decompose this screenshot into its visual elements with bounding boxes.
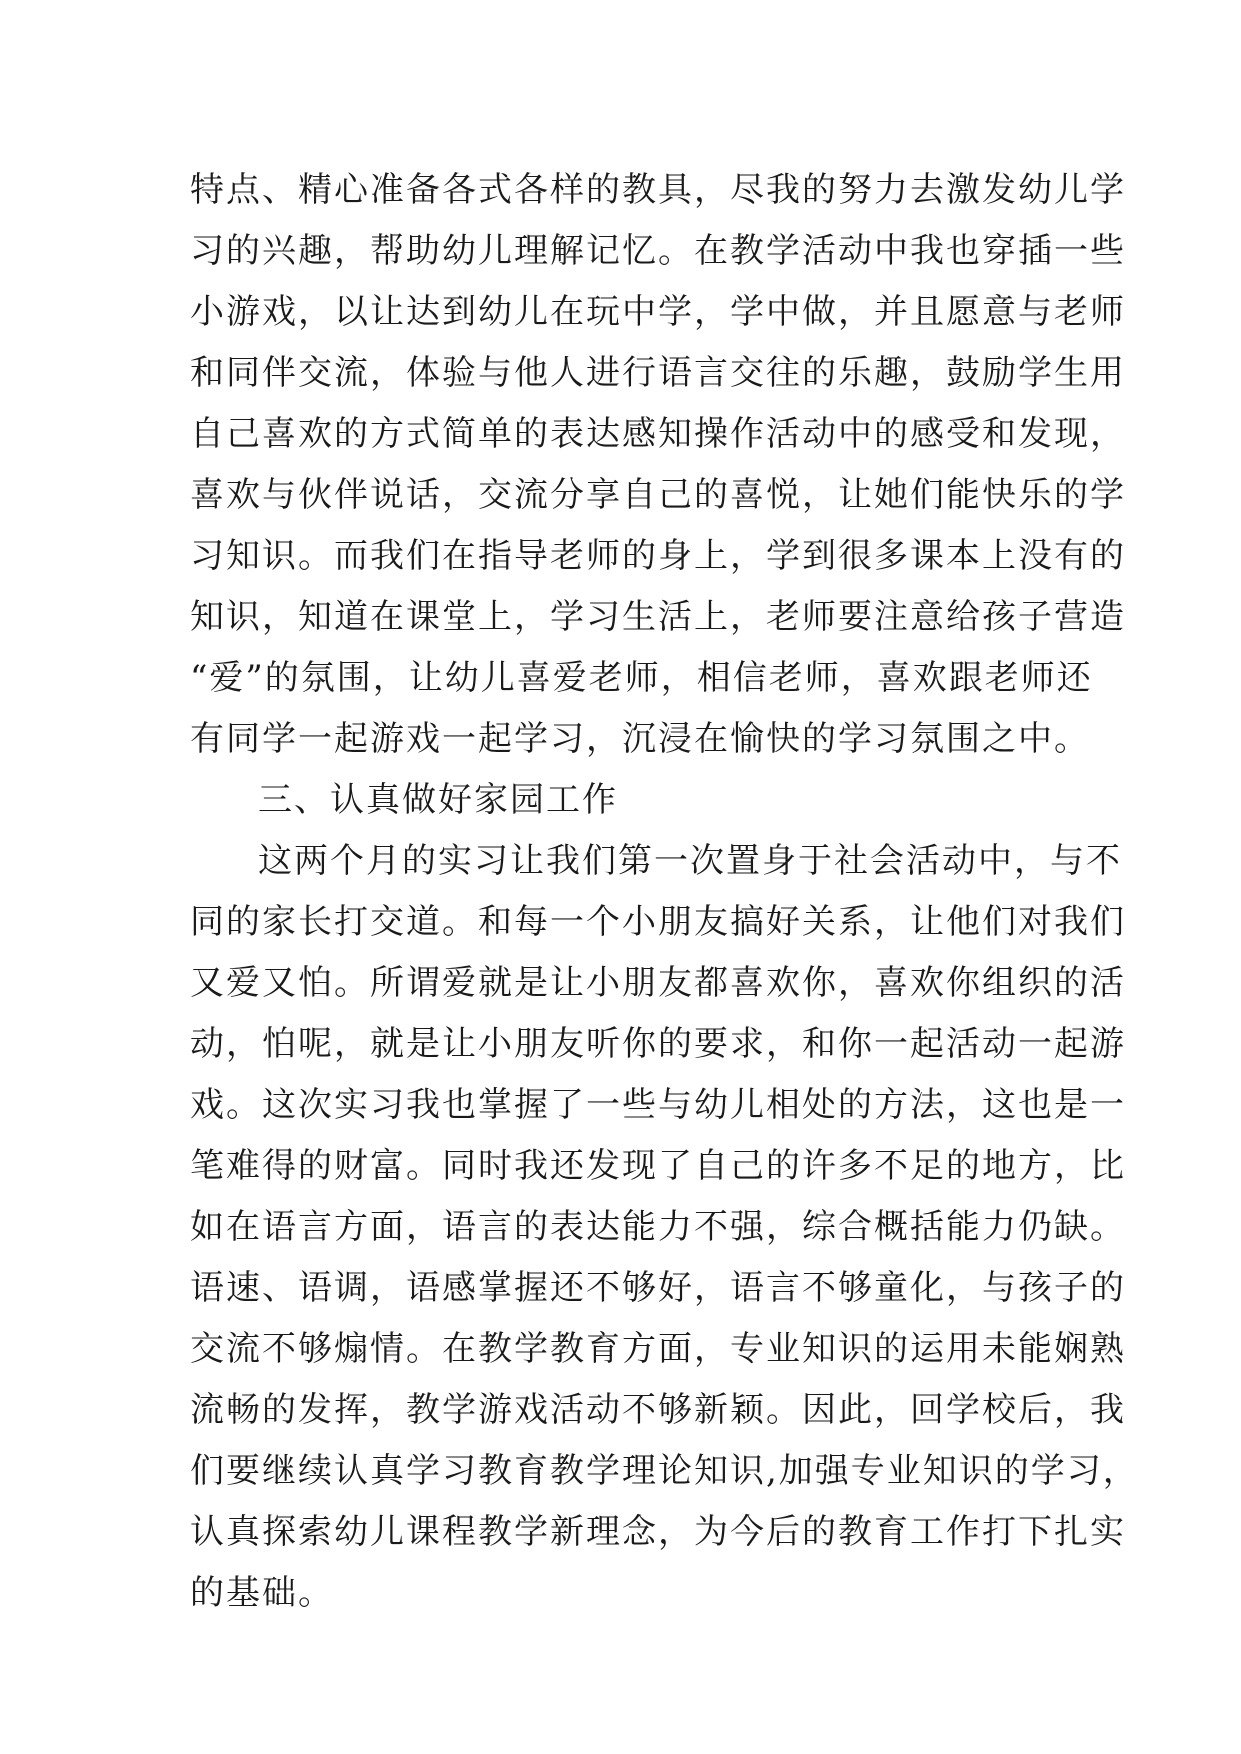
- text-line: 戏。这次实习我也掌握了一些与幼儿相处的方法，这也是一: [190, 1085, 1126, 1125]
- text-line: 如在语言方面，语言的表达能力不强，综合概括能力仍缺。: [190, 1207, 1126, 1247]
- text-line: 语速、语调，语感掌握还不够好，语言不够童化，与孩子的: [190, 1268, 1126, 1308]
- text-line: 们要继续认真学习教育教学理论知识,加强专业知识的学习，: [190, 1451, 1139, 1491]
- text-line: 知识，知道在课堂上，学习生活上，老师要注意给孩子营造: [190, 597, 1126, 637]
- text-line: 喜欢与伙伴说话，交流分享自己的喜悦，让她们能快乐的学: [190, 475, 1126, 515]
- section-heading: 三、认真做好家园工作: [258, 780, 618, 820]
- text-line: 自己喜欢的方式简单的表达感知操作活动中的感受和发现，: [190, 414, 1126, 454]
- body-text: [190, 160, 1139, 1624]
- text-line: 流畅的发挥，教学游戏活动不够新颖。因此，回学校后，我: [190, 1390, 1126, 1430]
- text-line: 认真探索幼儿课程教学新理念，为今后的教育工作打下扎实: [190, 1512, 1126, 1552]
- text-line: 同的家长打交道。和每一个小朋友搞好关系，让他们对我们: [190, 902, 1126, 942]
- text-line: “爱”的氛围，让幼儿喜爱老师，相信老师，喜欢跟老师还: [190, 658, 1093, 698]
- text-line: 又爱又怕。所谓爱就是让小朋友都喜欢你，喜欢你组织的活: [190, 963, 1126, 1003]
- text-line: 交流不够煽情。在教学教育方面，专业知识的运用未能娴熟: [190, 1329, 1126, 1369]
- text-line: 有同学一起游戏一起学习，沉浸在愉快的学习氛围之中。: [190, 719, 1090, 759]
- text-line: 小游戏，以让达到幼儿在玩中学，学中做，并且愿意与老师: [190, 292, 1126, 332]
- text-line: 动，怕呢，就是让小朋友听你的要求，和你一起活动一起游: [190, 1024, 1126, 1064]
- text-line: 习的兴趣，帮助幼儿理解记忆。在教学活动中我也穿插一些: [190, 231, 1126, 271]
- paragraph-start-line: 这两个月的实习让我们第一次置身于社会活动中，与不: [258, 841, 1122, 881]
- text-line: 的基础。: [190, 1573, 334, 1613]
- text-line: 习知识。而我们在指导老师的身上，学到很多课本上没有的: [190, 536, 1126, 576]
- text-line: 特点、精心准备各式各样的教具，尽我的努力去激发幼儿学: [190, 170, 1126, 210]
- text-line: 和同伴交流，体验与他人进行语言交往的乐趣，鼓励学生用: [190, 353, 1126, 393]
- text-line: 笔难得的财富。同时我还发现了自己的许多不足的地方，比: [190, 1146, 1126, 1186]
